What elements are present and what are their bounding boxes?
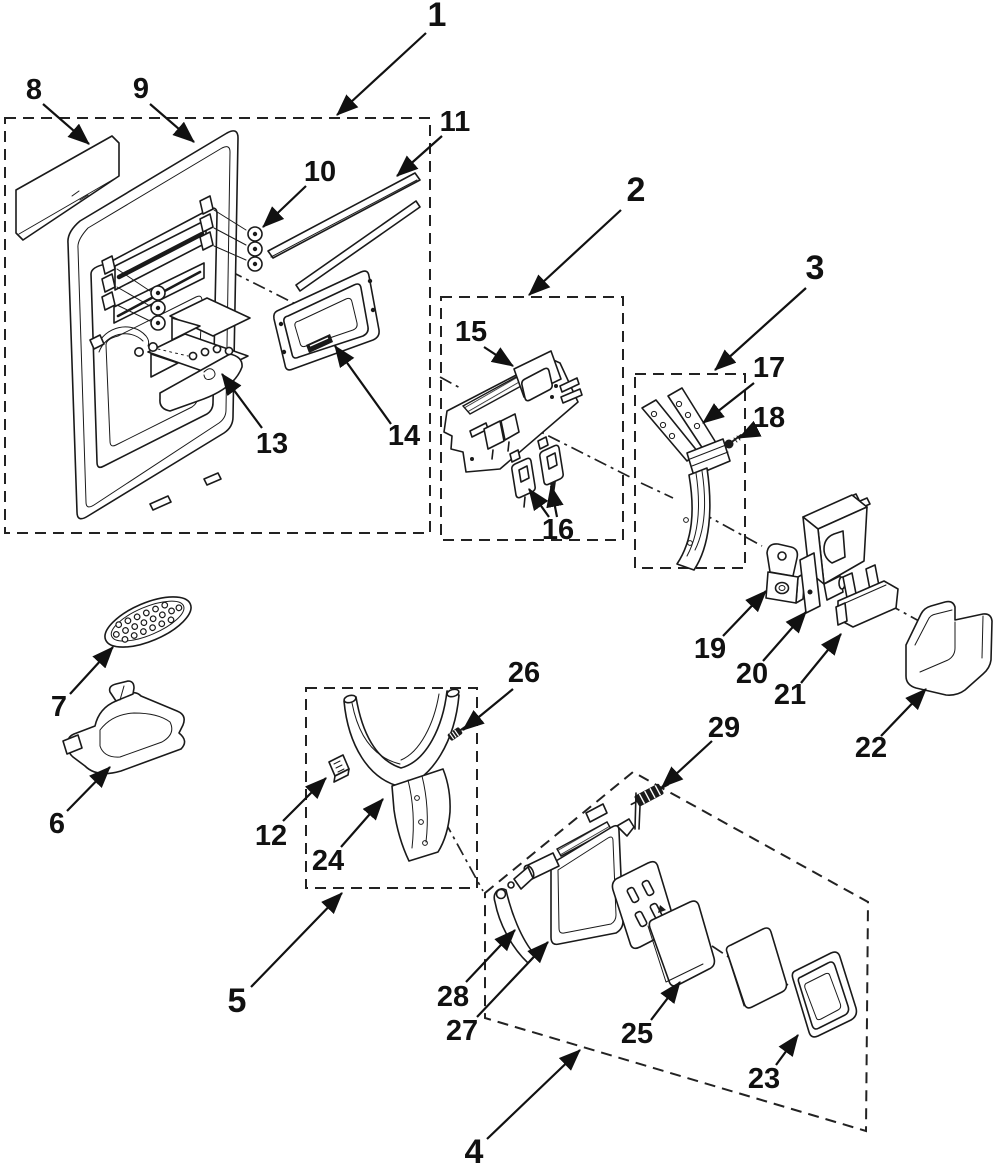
callout-24: 24 [311,845,345,877]
callout-8: 8 [25,74,43,106]
arrow-to-part-20 [763,612,806,661]
insulation-pad-second [727,928,787,1008]
arrow-to-group-5 [251,893,342,987]
part-6-drip-tray [63,681,185,774]
part-17-dispenser-lever [642,388,730,570]
arrow-to-part-19 [723,591,766,636]
callout-25: 25 [620,1018,654,1050]
callout-3: 3 [805,249,825,287]
part-14-dispenser-tray-panel [274,271,379,370]
arrow-to-part-24 [341,799,383,847]
part-11-trim-strips [268,173,420,291]
arrow-to-part-8 [43,104,89,144]
callout-23: 23 [747,1063,781,1095]
callout-2: 2 [626,171,646,209]
callout-6: 6 [48,808,66,840]
part-19-bracket [766,544,805,603]
part-23-chute-gasket-frame [792,952,856,1037]
callout-19: 19 [693,633,727,665]
arrow-to-part-25 [651,982,680,1020]
callout-7: 7 [50,691,68,723]
callout-20: 20 [735,658,769,690]
arrow-to-part-22 [881,689,926,736]
arrow-to-part-12 [283,778,326,821]
callout-28: 28 [436,981,470,1013]
callout-9: 9 [132,73,150,105]
arrow-to-part-14 [335,346,391,424]
arrow-to-part-29 [662,741,712,787]
callout-18: 18 [752,402,786,434]
part-22-cover [906,602,992,696]
arrow-to-part-9 [150,104,194,142]
arrow-to-part-17 [703,383,754,423]
callout-17: 17 [752,352,786,384]
arrow-to-group-2 [529,210,621,295]
arrow-to-part-23 [776,1035,798,1065]
arrow-to-part-7 [70,647,113,694]
callout-27: 27 [445,1015,479,1047]
part-12-clip [329,755,349,782]
part-28-lever-arm [494,889,535,963]
axis-segment [641,483,673,498]
callout-1: 1 [427,0,447,34]
arrow-to-group-4 [487,1050,580,1139]
arrow-to-part-6 [67,767,110,811]
arrow-to-group-1 [337,33,426,115]
callout-11: 11 [439,106,471,138]
callout-5: 5 [227,982,247,1020]
callout-13: 13 [255,428,289,460]
arrow-to-part-21 [801,634,841,683]
arrow-to-part-10 [263,186,306,227]
part-27-door-frame-assembly [508,793,636,944]
callout-29: 29 [707,712,741,744]
arrow-to-part-27 [477,942,548,1017]
callout-21: 21 [773,679,807,711]
arrow-to-part-11 [397,136,442,176]
callout-12: 12 [254,820,288,852]
callout-26: 26 [507,657,541,689]
part-24-fork-holder [343,688,459,861]
callout-10: 10 [303,156,337,188]
callout-4: 4 [464,1133,484,1165]
arrow-to-part-15 [484,347,513,366]
arrow-to-part-28 [466,930,515,982]
callout-15: 15 [454,316,488,348]
part-21-bracket [836,565,898,627]
arrow-to-part-16a [529,489,549,517]
part-7-drip-grille [98,587,198,658]
axis-segment [440,377,462,389]
callout-14: 14 [387,420,421,452]
callout-22: 22 [854,732,888,764]
callout-16: 16 [541,514,575,546]
arrow-to-part-26 [463,689,513,730]
